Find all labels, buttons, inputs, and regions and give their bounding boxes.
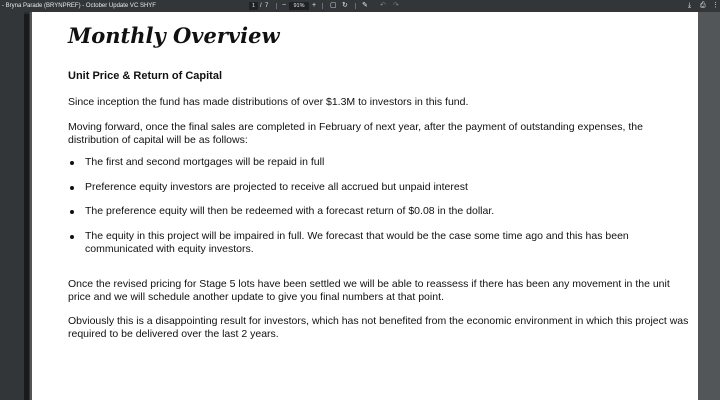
bullet-icon [70, 161, 74, 165]
zoom-level-input[interactable]: 91% [289, 2, 309, 10]
list-item-text: The equity in this project will be impaired in full. We forecast that would be the case some time ago and this has been communicated with equity investors. [85, 230, 629, 255]
paragraph: Once the revised pricing for Stage 5 lots have been settled we will be able to reassess if there has been any movement in the unit price and we will schedule another update to give you final numbers at that point. [68, 278, 670, 303]
list-item-text: Preference equity investors are projected to receive all accrued but unpaid interest [85, 181, 468, 193]
more-icon[interactable]: ⋮ [712, 2, 719, 9]
zoom-out-button[interactable]: − [282, 2, 287, 9]
bullet-icon [70, 235, 74, 239]
rotate-icon[interactable]: ↻ [342, 2, 348, 9]
toolbar-divider [322, 3, 323, 9]
page-heading: Monthly Overview [68, 23, 280, 48]
document-title: - Bryna Parade (BRYNPREF) - October Update VC SHYF [2, 3, 156, 9]
toolbar-divider [276, 3, 277, 9]
annotate-icon[interactable]: ✎ [362, 2, 368, 9]
download-icon[interactable]: ⤓ [688, 2, 692, 9]
pdf-toolbar [0, 0, 720, 12]
toolbar-divider [355, 3, 356, 9]
pdf-page [32, 12, 698, 400]
viewer-background [698, 12, 720, 400]
page-separator: / [260, 3, 262, 9]
section-subheading: Unit Price & Return of Capital [68, 70, 223, 82]
print-icon[interactable]: ⎙ [700, 2, 706, 9]
sidebar-scrollbar-thumb[interactable] [24, 14, 29, 400]
paragraph: Obviously this is a disappointing result for investors, which has not benefited from the economic environment in which this project was required to be delivered over the last 2 years. [68, 315, 689, 340]
paragraph: Since inception the fund has made distributions of over $1.3M to investors in this fund. [68, 96, 469, 108]
page-number-input[interactable]: 1 [249, 2, 258, 10]
page-total: 7 [265, 3, 269, 9]
undo-icon[interactable]: ↶ [380, 2, 386, 9]
fit-page-icon[interactable]: ▢ [330, 2, 337, 9]
list-item-text: The first and second mortgages will be repaid in full [85, 156, 325, 168]
redo-icon[interactable]: ↷ [393, 2, 399, 9]
paragraph: Moving forward, once the final sales are completed in February of next year, after the payment of outstanding expenses, the distribution of capital will be as follows: [68, 121, 643, 146]
list-item-text: The preference equity will then be redeemed with a forecast return of $0.08 in the dollar. [85, 205, 495, 217]
bullet-icon [70, 210, 74, 214]
zoom-in-button[interactable]: + [312, 2, 317, 9]
bullet-icon [70, 186, 74, 190]
